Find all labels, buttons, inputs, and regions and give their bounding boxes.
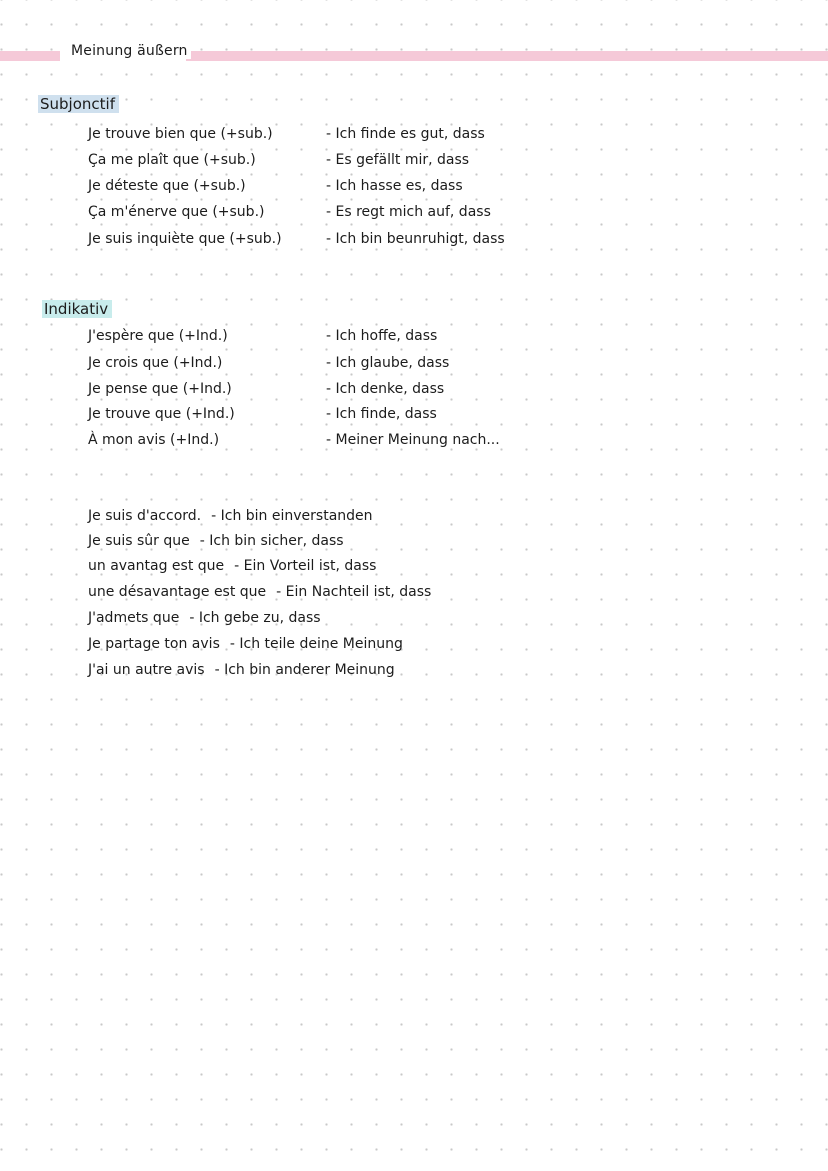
- subj-fr-3: Je déteste que (+sub.): [88, 178, 246, 194]
- page-title: Meinung äußern: [68, 43, 191, 59]
- phrase-fr-1: Je suis d'accord.: [88, 508, 202, 524]
- ind-fr-4: Je trouve que (+Ind.): [88, 406, 235, 422]
- subj-de-1: - Ich finde es gut, dass: [326, 126, 485, 142]
- ind-de-4: - Ich finde, dass: [326, 406, 437, 422]
- phrase-de-6: - Ich teile deine Meinung: [229, 636, 403, 652]
- phrase-de-2: - Ich bin sicher, dass: [199, 533, 344, 549]
- ind-fr-1: J'espère que (+Ind.): [88, 328, 228, 344]
- phrase-fr-6: Je partage ton avis: [88, 636, 220, 652]
- subj-de-4: - Es regt mich auf, dass: [326, 204, 491, 220]
- phrase-fr-3: un avantag est que: [88, 558, 225, 574]
- phrase-de-7: - Ich bin anderer Meinung: [214, 662, 395, 678]
- phrase-de-3: - Ein Vorteil ist, dass: [234, 558, 377, 574]
- subj-fr-1: Je trouve bien que (+sub.): [88, 126, 273, 142]
- ind-de-1: - Ich hoffe, dass: [326, 328, 438, 344]
- ind-de-3: - Ich denke, dass: [326, 381, 445, 397]
- phrase-de-4: - Ein Nachteil ist, dass: [276, 584, 432, 600]
- phrase-row-7: [88, 662, 395, 678]
- ind-de-2: - Ich glaube, dass: [326, 355, 450, 371]
- phrase-row-1: [88, 508, 373, 524]
- ind-de-5: - Meiner Meinung nach...: [326, 432, 500, 448]
- phrase-fr-4: une désavantage est que: [88, 584, 267, 600]
- phrase-row-2: [88, 533, 344, 549]
- header-band-left: [0, 51, 60, 61]
- phrase-row-5: [88, 610, 321, 626]
- phrase-fr-2: Je suis sûr que: [88, 533, 190, 549]
- header-band-right: [186, 51, 828, 61]
- ind-fr-3: Je pense que (+Ind.): [88, 381, 232, 397]
- section-heading-subjonctif: Subjonctif: [38, 95, 119, 113]
- section-heading-indikativ: Indikativ: [42, 300, 112, 318]
- phrase-row-3: [88, 558, 376, 574]
- subj-de-3: - Ich hasse es, dass: [326, 178, 463, 194]
- ind-fr-5: À mon avis (+Ind.): [88, 432, 220, 448]
- subj-fr-2: Ça me plaît que (+sub.): [88, 152, 256, 168]
- phrase-fr-7: J'ai un autre avis: [88, 662, 205, 678]
- subj-fr-4: Ça m'énerve que (+sub.): [88, 204, 265, 220]
- phrase-row-6: [88, 636, 403, 652]
- subj-fr-5: Je suis inquiète que (+sub.): [88, 231, 282, 247]
- subj-de-2: - Es gefällt mir, dass: [326, 152, 470, 168]
- phrase-row-4: [88, 584, 431, 600]
- subj-de-5: - Ich bin beunruhigt, dass: [326, 231, 505, 247]
- phrase-de-5: - Ich gebe zu, dass: [189, 610, 321, 626]
- phrase-fr-5: J'admets que: [88, 610, 180, 626]
- phrase-de-1: - Ich bin einverstanden: [211, 508, 373, 524]
- ind-fr-2: Je crois que (+Ind.): [88, 355, 223, 371]
